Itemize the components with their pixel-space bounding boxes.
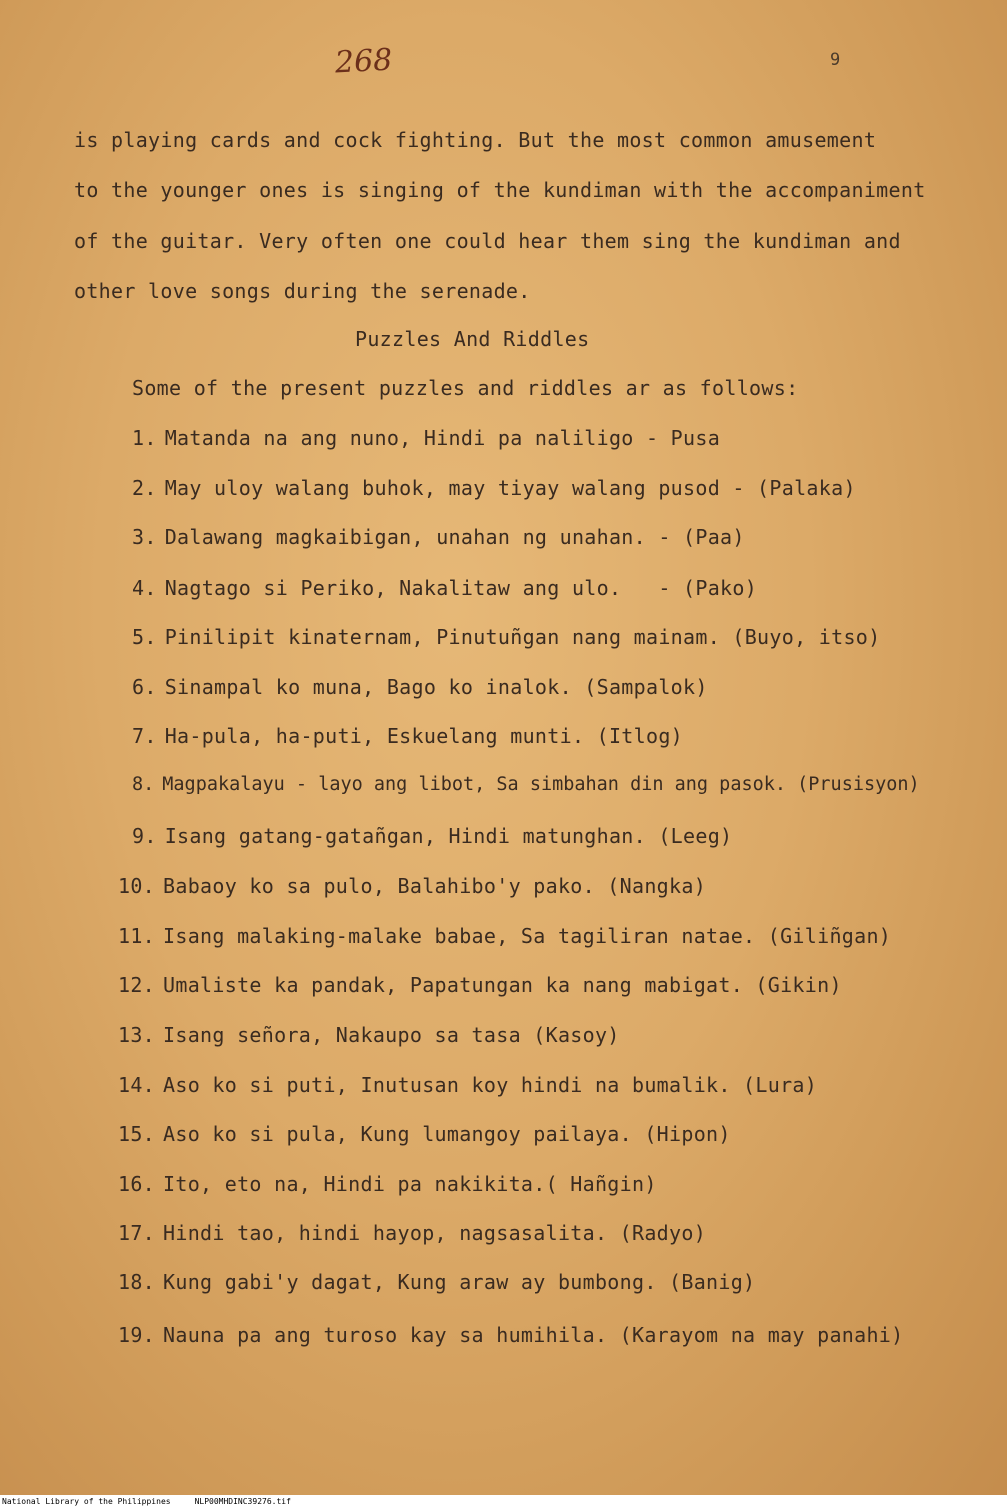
riddle-text: Umaliste ka pandak, Papatungan ka nang mabigat. (Gikin)	[163, 973, 842, 997]
riddle-item	[132, 476, 856, 500]
riddle-text: Ha-pula, ha-puti, Eskuelang munti. (Itlog)	[164, 724, 684, 748]
riddle-number: 8.	[132, 774, 155, 795]
riddle-number: 19.	[118, 1323, 156, 1347]
riddle-number: 14.	[118, 1073, 156, 1097]
riddle-item	[118, 1270, 755, 1294]
riddle-number: 13.	[118, 1023, 156, 1047]
riddle-number: 16.	[118, 1172, 156, 1196]
riddle-number: 15.	[118, 1122, 156, 1146]
section-title: Puzzles And Riddles	[355, 327, 590, 351]
riddle-item	[118, 1221, 706, 1245]
riddle-number: 18.	[118, 1270, 156, 1294]
riddle-text: Nauna pa ang turoso kay sa humihila. (Karayom na may panahi)	[163, 1323, 904, 1347]
paragraph-line: to the younger ones is singing of the kundiman with the accompaniment	[74, 178, 926, 202]
riddle-item	[118, 924, 891, 948]
riddle-item	[118, 874, 706, 898]
riddle-text: Aso ko si puti, Inutusan koy hindi na bumalik. (Lura)	[163, 1073, 818, 1097]
riddle-item	[132, 426, 720, 450]
riddle-number: 3.	[132, 525, 157, 549]
riddle-text: Aso ko si pula, Kung lumangoy pailaya. (Hipon)	[163, 1122, 731, 1146]
riddle-number: 17.	[118, 1221, 156, 1245]
riddle-item	[118, 1172, 657, 1196]
riddle-item	[132, 625, 880, 649]
riddle-item	[132, 525, 745, 549]
riddle-text: Isang señora, Nakaupo sa tasa (Kasoy)	[163, 1023, 620, 1047]
riddle-item	[132, 824, 732, 848]
footer-filename: NLP00MHDINC39276.tif	[194, 1497, 291, 1506]
riddle-number: 1.	[132, 426, 157, 450]
riddle-text: Ito, eto na, Hindi pa nakikita.( Hañgin)	[163, 1172, 657, 1196]
scan-footer	[0, 1495, 1007, 1508]
riddle-text: Babaoy ko sa pulo, Balahibo'y pako. (Nangka)	[163, 874, 707, 898]
riddle-item	[132, 576, 757, 600]
paragraph-line: is playing cards and cock fighting. But the most common amusement	[74, 128, 877, 152]
riddle-text: Sinampal ko muna, Bago ko inalok. (Sampalok)	[164, 675, 708, 699]
riddle-item	[118, 1122, 731, 1146]
riddle-item	[118, 973, 842, 997]
riddle-number: 11.	[118, 924, 156, 948]
page-number: 9	[830, 50, 841, 70]
riddle-text: Isang malaking-malake babae, Sa tagiliran natae. (Giliñgan)	[163, 924, 892, 948]
intro-line: Some of the present puzzles and riddles ar as follows:	[132, 376, 799, 400]
riddle-text: Nagtago si Periko, Nakalitaw ang ulo. - (Pako)	[164, 576, 758, 600]
paragraph-line: other love songs during the serenade.	[74, 279, 531, 303]
riddle-number: 7.	[132, 724, 157, 748]
riddle-text: Pinilipit kinaternam, Pinutuñgan nang mainam. (Buyo, itso)	[164, 625, 881, 649]
riddle-item	[118, 1023, 620, 1047]
riddle-item	[132, 774, 920, 795]
riddle-number: 4.	[132, 576, 157, 600]
riddle-number: 9.	[132, 824, 157, 848]
riddle-number: 2.	[132, 476, 157, 500]
riddle-text: Magpakalayu - layo ang libot, Sa simbahan din ang pasok. (Prusisyon)	[162, 774, 920, 795]
riddle-text: Kung gabi'y dagat, Kung araw ay bumbong. (Banig)	[163, 1270, 756, 1294]
riddle-number: 12.	[118, 973, 156, 997]
riddle-text: Hindi tao, hindi hayop, nagsasalita. (Radyo)	[163, 1221, 707, 1245]
footer-library: National Library of the Philippines	[2, 1497, 171, 1506]
handwritten-page-number: 268	[334, 42, 394, 81]
riddle-item	[132, 675, 708, 699]
paragraph-line: of the guitar. Very often one could hear them sing the kundiman and	[74, 229, 901, 253]
riddle-item	[118, 1323, 904, 1347]
riddle-text: May uloy walang buhok, may tiyay walang pusod - (Palaka)	[164, 476, 856, 500]
riddle-text: Isang gatang-gatañgan, Hindi matunghan. (Leeg)	[164, 824, 733, 848]
riddle-text: Matanda na ang nuno, Hindi pa naliligo - Pusa	[164, 426, 721, 450]
riddle-number: 5.	[132, 625, 157, 649]
riddle-item	[118, 1073, 817, 1097]
riddle-text: Dalawang magkaibigan, unahan ng unahan. - (Paa)	[164, 525, 745, 549]
riddle-number: 6.	[132, 675, 157, 699]
riddle-number: 10.	[118, 874, 156, 898]
riddle-item	[132, 724, 683, 748]
